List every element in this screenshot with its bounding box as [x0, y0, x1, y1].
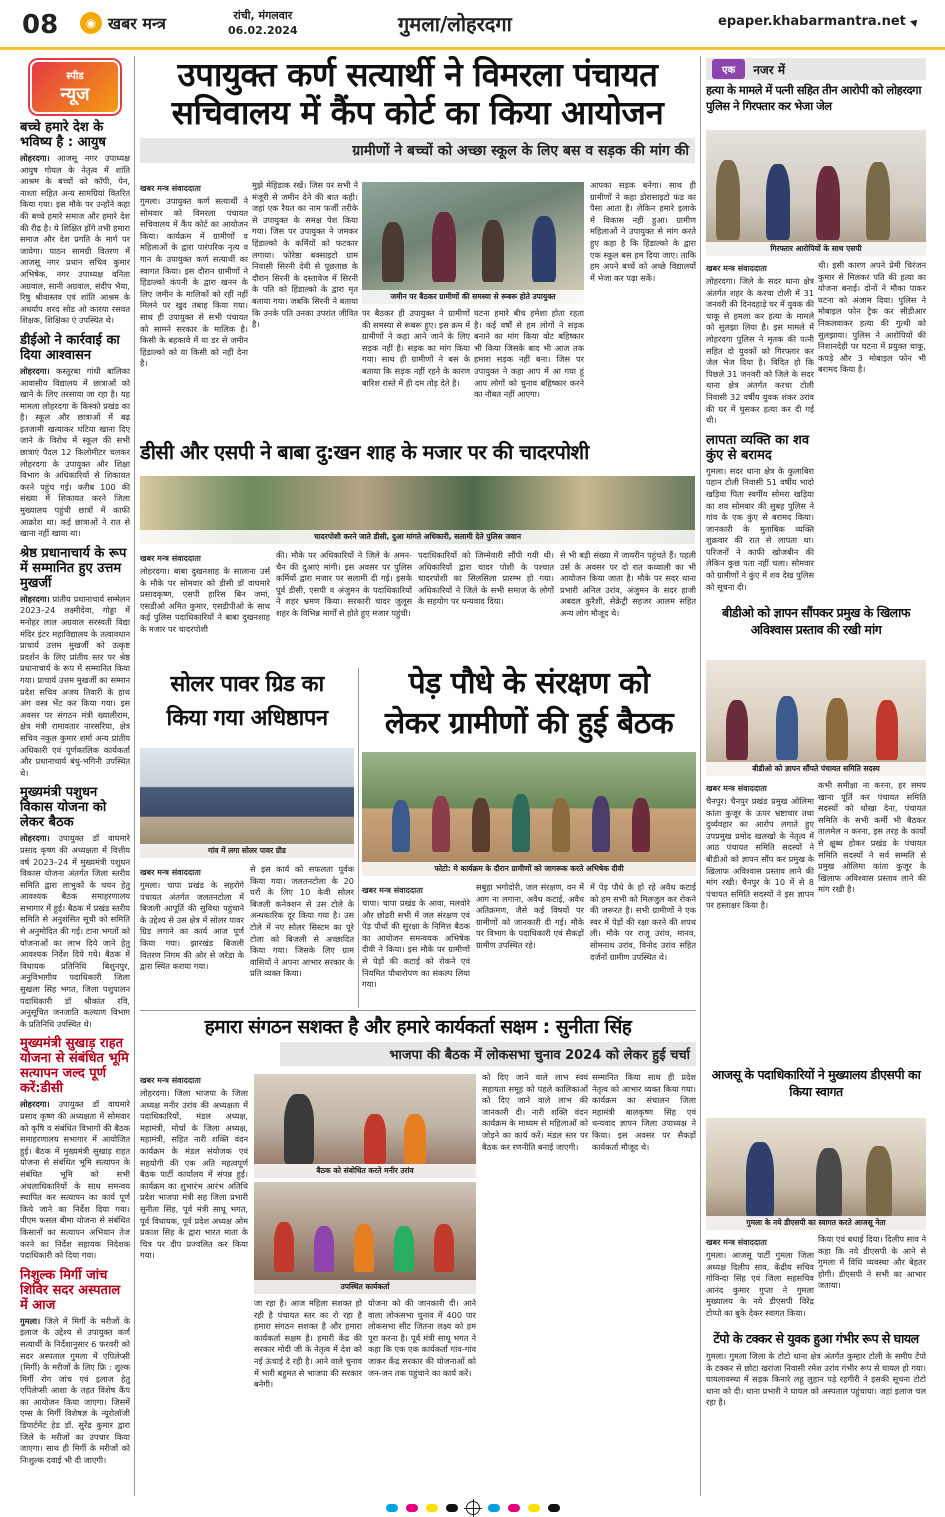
- brief-dateline: गुमला।: [20, 1315, 41, 1326]
- ek-badge: एक: [712, 59, 745, 79]
- chadarposhi-col-1: [140, 550, 270, 660]
- ajsu-headline: आजसू के पदाधिकारियों ने मुख्यालय डीएसपी का किया स्वागत: [711, 1067, 921, 1099]
- chadarposhi-headline: डीसी और एसपी ने बाबा दु:खन शाह के मजार पर की चादरपोशी: [140, 440, 589, 464]
- bjp-text-3: योजना को की जानकारी दी। आने वाला लोकसभा चुनाव में 400 पार लोकसभा सीट जितना लक्ष्य को हम पूरा करना है। पूर्व मंत्री साधू भगत ने कहा कि एक एक कार्यकर्ता गांव-गांव जाकर केंद्र सरकार की योजनाओं को जन-जन तक पहुंचाने का कार्य करें।: [368, 1298, 476, 1378]
- murder-text-1: लोहरदगा। जिले के सदर थाना क्षेत्र अंतर्गत शहर के करचा टोली में 31 जनवरी की दिनदहाड़े घर में युवक की चाकू से हमला कर हत्या के मामले को सुलझा लिया है। इस मामले में लोहरदगा पुलिस ने मृतक की पत्नी सहित दो युवकों को गिरफ्तार कर जेल भेज दिया है। विदित हो कि पिछले 31 जनवरी को जिले के सदर थाना क्षेत्र अंतर्गत करचा टोली निवासी 32 वर्षीय युवक शंकर उरांव की घर में घुसकर हत्या कर दी गई थी।: [706, 276, 814, 426]
- trees-headline-2: लेकर ग्रामीणों की हुई बैठक: [384, 706, 674, 741]
- brief-item: [20, 120, 130, 327]
- brief-body: [20, 594, 130, 780]
- lead-col-1: [140, 180, 248, 435]
- photo-person: [592, 796, 610, 852]
- solar-col-2: [250, 864, 354, 1024]
- brief-title: बच्चे हमारे देश के भविष्य है : आयुष: [20, 120, 106, 150]
- chadarposhi-text-2: की। मौके पर अधिकारियों ने जिले के अमन-चैन की दुआएं मांगी। इस अवसर पर पुलिस कर्मियों द्वारा मजार पर सलामी दी गई। इसके पूर्व डीसी, एसपी व अंजुमन के पदाधिकारियों ने शहर भ्रमण किया। सरकारी चादर जुलूस शहर के विभिन्न मार्गों से होते हुए मजार पहुंची।: [276, 550, 412, 618]
- lapta-text: गुमला। सदर थाना क्षेत्र के कुलाबिरा पहान टोली निवासी 51 वर्षीय भादो खड़िया पिता स्वर्गीय सोमरा खड़िया का शव सोमवार की सुबह पुलिस ने गांव के एक कुंए से बरामद किया। जानकारी के मुताबिक व्यक्ति शुक्रवार की रात से लापता था। परिजनों ने काफी खोजबीन की लेकिन कुछ पता नहीं चला। सोमवार को ग्रामीणों ने कुंए में शव देख पुलिस को सूचना दी।: [706, 465, 814, 592]
- lead-text-5: आपका सड़क बनेगा। साथ ही ग्रामीणों ने कहा डोरासाइटो फंड का पैसा आता है। लेकिन हमारे इलाके में विकास नहीं हुआ। ग्रामीण महिलाओं ने उपायुक्त से मांग करते हुए कहा है कि हिंडाल्को के द्वारा एक स्कूल बस हम दिया जाए। ताकि हम अपने बच्चें को अच्छे विद्यालयों में भेजा कर पढ़ा सकें।: [590, 180, 696, 283]
- bjp-caption-1: बैठक को संबोधित करते मनीर उरांव: [254, 1164, 476, 1178]
- byline: खबर मन्त्र संवाददाता: [362, 886, 423, 895]
- right-story-1-headline: [706, 82, 926, 130]
- cmyk-dot-icon: [426, 1504, 438, 1512]
- photo-person: [512, 794, 530, 852]
- bdo-photo: [706, 660, 926, 776]
- photo-person: [434, 1224, 454, 1272]
- brief-text: प्रांतीय प्रधानाचार्य सम्मेलन 2023–24 लक्ष्मीदेवा, गोड्डा में मनोहर लाल अग्रवाल सरस्वती विद्या मंदिर इंटर महाविद्यालय के तत्वावधान प्राचार्य उत्तम मुखर्जी को उत्कृष्ट प्रदर्शन के लिए प्रांतीय स्तर पर श्रेष्ठ प्रधानाचार्य के रूप में सम्मानित किया गया। प्राचार्य उत्तम मुखर्जी का सम्मान प्रदेश सचिव अजय तिवारी के हाथ अंग वस्त्र भेंट कर किया गया। इस अवसर पर संगठन मंत्री ख्यालीराम, क्षेत्र मंत्री रामावतार नारसरिया, क्षेत्र सचिव नकुल कुमार शर्मा अन्य प्रांतीय अधिकारी एवं पूर्णकालिक कार्यकर्ता और प्रधानाचार्य बंधु-भगिनी उपस्थित थे।: [20, 593, 130, 778]
- chadarposhi-text-3: पदाधिकारियों को जिम्मेवारी सौंपी गयी थी। अधिकारियों द्वारा चादर पोशी के पश्चात चादरपोशी का सिलसिला प्रारम्भ हो गया। अधिकारियों ने जिले के सभी समाज के लोगों के सहयोग पर धन्यवाद दिया।: [418, 550, 554, 607]
- photo-person: [382, 222, 404, 282]
- photo-person: [726, 700, 748, 760]
- bdo-caption: बीडीओ को ज्ञापन सौंपते पंचायत समिति सदस्य: [706, 762, 926, 776]
- trees-text-2: सबुहा भगोदोरी, जल संरक्षण, वन में आग ना लगाना, अवैध कटाई, अवैध अतिक्रमण, जैसे कई विषयों पर ग्रामीणों को जानकारी दी गई। मौके पर विभाग के पदाधिकारी एवं सैकड़ों ग्रामीण उपस्थित रहे।: [476, 882, 584, 950]
- brief-item: [20, 1268, 130, 1467]
- bjp-caption-2: उपस्थित कार्यकर्ता: [254, 1280, 476, 1294]
- speed-news-column: [20, 56, 130, 1496]
- column-rule: [134, 56, 135, 1496]
- badge-line-2: न्यूज: [60, 84, 90, 105]
- brand: [80, 12, 166, 34]
- lead-text-3: पर बैठकर ही उपायुक्त ने ग्रामीणों की समस्या से रूबरू हुए। इस क्रम में ग्रामीणों ने कहा आने जाने के लिए सड़क नहीं है। सड़क का मांग किया गया। साथ ही ग्रामीणों ने बस के बताया कि सड़क नहीं रहने के कारण बारिश रास्ते में ही दम तोड़ देते है।: [362, 308, 470, 388]
- brief-title: मुख्यमंत्री सुखाड़ राहत योजना से संबंधित भूमि सत्यापन जल्द पूर्ण करें:डीसी: [20, 1036, 129, 1097]
- lead-strap: ग्रामीणों ने बच्चों को अच्छा स्कूल के लिए बस व सड़क की मांग की: [140, 138, 695, 163]
- photo-person: [866, 1146, 892, 1218]
- brand-logo-icon: ◉: [80, 12, 102, 34]
- ek-nazar-header: [706, 58, 926, 80]
- bjp-headline-block: [140, 1012, 696, 1068]
- trees-col-1: [362, 882, 470, 1006]
- lead-photo-caption: जमीन पर बैठकर ग्रामीणों की समस्या से रूबरू होते उपायुक्त: [362, 290, 584, 304]
- photo-person: [432, 796, 450, 852]
- brief-title: निशुल्क मिर्गी जांच शिविर सदर अस्पताल में आज: [20, 1267, 121, 1313]
- speed-news-badge: [30, 60, 120, 114]
- bdo-col-2: [818, 780, 926, 1062]
- bjp-photo-1: [254, 1074, 476, 1178]
- lapta-headline: लापता व्यक्ति का शव कुंए से बरामद: [706, 432, 810, 463]
- byline: खबर मन्त्र संवाददाता: [140, 184, 201, 193]
- photo-person: [746, 1142, 774, 1218]
- dateline-date: 06.02.2024: [228, 24, 298, 37]
- arrest-caption: गिरफ्तार आरोपियों के साथ एसपी: [706, 242, 926, 256]
- byline: खबर मन्त्र संवाददाता: [706, 784, 767, 793]
- bjp-col-4: [482, 1072, 588, 1494]
- lead-headline-1: उपायुक्त कर्ण सत्यार्थी ने विमरला पंचायत: [177, 56, 658, 94]
- solar-headline-1: सोलर पावर ग्रिड का: [170, 672, 324, 697]
- byline: खबर मन्त्र संवाददाता: [706, 264, 767, 273]
- print-registration-strip: [0, 1498, 945, 1517]
- brief-item: [20, 785, 130, 1030]
- bjp-text-1: लोहरदगा। जिला भाजपा के जिला अध्यक्ष मनीर उरांव की अध्यक्षता में पदाधिकारियों, मंडल अध्यक्ष, महामंत्री, मोर्चा के जिला अध्यक्ष, महामंत्री, सहित नारी शक्ति वंदन कार्यक्रम के मंडल संयोजक एवं सहयोगी की एक अति महत्वपूर्ण बैठक पार्टी कार्यालय में संपन्न हुई। कार्यक्रम का शुभारंभ आरंभ अतिथि प्रदेश भाजपा मंत्री सह जिला प्रभारी सुनीता सिंह, पूर्व मंत्री साधू भगत, पूर्व विधायक, पूर्व प्रदेश अध्यक्ष ओम प्रकाश सिंह के द्वारा भारत माता के चित्र पर दीप प्रज्वलित कर किया गया।: [140, 1088, 248, 1261]
- brief-title: डीईओ ने कार्रवाई का दिया आश्वासन: [20, 332, 120, 363]
- photo-person: [394, 1226, 414, 1272]
- murder-col-1: [706, 260, 814, 598]
- byline: खबर मन्त्र संवाददाता: [140, 554, 201, 563]
- brief-text: कस्तूरबा गांधी बालिका आवासीय विद्यालय में छात्राओं को खाने के लिए तरसाया जा रहा है। यह मामला लोहरदगा के किस्को प्रखंड का है। स्कूल और छात्राओं में बढ़ इतजामी खत्याकर घटिया खाना दिए जाने के विरोध में स्कूल की सभी छात्राएं पैदल 12 किलोमीटर चलकर लोहरदगा के उपायुक्त और शिक्षा विभाग के अधिकारियों से शिकायत करने पहुंच गई। करीब 100 की संख्या में शिकायत करने जिला मुख्यालय पहुंची छात्रों में काफी आक्रोश था। कई छात्राओं ने रात से खाना नहीं खाया था।: [20, 365, 130, 539]
- lead-col-5: [590, 180, 696, 435]
- epaper-link[interactable]: [718, 14, 918, 29]
- brief-text: आजसू नगर उपाध्यक्ष आयुष गोयल के नेतृत्व में शांति आश्रम के बच्चों को कॉपी, पेन, नाश्ता सहित अन्य सामग्रियां वितरित किया गया। इस मौके पर उन्होंने कहा की बच्चे हमारे समाज और हमारे देश की रीढ़ है। ये शिक्षित होंगे तभी हमारा समाज और देश प्रगति के मार्ग पर जायेगा। पाठन सामग्री वितरण में आजसू नगर प्रधान सचिव कुमार अभिषेक, नगर उपाध्यक्ष वनिता अग्रवाल, सानी अग्रवाल, संदीप भैया, रिषु श्रीवास्तव एवं शांति आश्रम के अधर्याप शरद सोड ओ कारया रसवत शिक्षक, शिक्षिका एं उपस्थित थे।: [20, 153, 130, 326]
- lead-text-4: घटना हमारे बीच हमेशा होता रहता है। कई वर्षों से हम लोगों ने सड़क बनाने का मांग किया वोट बहिष्कार भी किया जिसके बाद भी आज तक हमारा सड़क नहीं बना। जिस पर उपायुक्त ने कहा आप में आ गया हूं आप लोगों को चुनाव बहिष्कार करने का नौबत नहीं आएगा।: [474, 308, 584, 400]
- trees-headline-block: [362, 664, 696, 748]
- bjp-text-4: को दिए जाने वाले लाभ स्वयं सहायता समूह को पहले कालिकाओं को दिए जाने वाले लाभ की जानकारी दी। नारी शक्ति वंदन कार्यक्रम के माध्यम से महिलाओं को जोड़ने का कार्य करें। मंडल स्तर पर बैठक कर रणनीति बनाई जाएगी।: [482, 1072, 588, 1152]
- trees-col-2: [476, 882, 584, 1006]
- trees-text-1: चापा। चापा प्रखंड के आवा, मलवोरे और छोडरी सभी में जल संरक्षण एवं पेड़ पौधों की सुरक्षा के निमित्त बैठक का आयोजन समन्वयक अभिषेक दीवी ने किया। इस मौके पर ग्रामीणों से पेड़ों की कटाई को रोकने एवं नियमित पौधारोपण का संकल्प लिया गया।: [362, 898, 470, 990]
- cmyk-dot-icon: [508, 1504, 520, 1512]
- brand-name: खबर मन्त्र: [108, 14, 166, 33]
- ajsu-text-2: किया एवं बधाई दिया। दिलीप साव ने कहा कि नये डीएसपी के आने से गुमला में विधि व्यवस्था और बेहतर होगी। डीएसपी ने सभी का आभार जताया।: [818, 1234, 926, 1291]
- solar-text-1: गुमला। चापा प्रखंड के सहरोगे पंचायत अंतर्गत जलतनटोला में बिजली आपूर्ति की सुविधा पहुंचाने के उद्देश्य से उस क्षेत्र में सोलर पावर ग्रिड लगाने का कार्य आज पूर्ण किया गया। झारखंड बिजली वितरण निगम की ओर से जरेडा के द्वारा स्थित कराया गया।: [140, 880, 244, 972]
- photo-person: [482, 220, 504, 282]
- brief-body: [20, 366, 130, 540]
- brief-text: उपायुक्त डॉ वाघमारे प्रसाद कृष्ण की अध्यक्षता में सोमवार को कृषि व संबंधित विभागों की बैठक समाहरणालय सभागार में आयोजित हुई। बैठक में मुख्यमंत्री सुखाड़ राहत योजना से संबंधित भूमि सत्यापन के संबंधित भूमि को सभी अंचलाधिकारियों के साथ समन्वय स्थापित कर सत्यापन का कार्य पूर्ण किये जाने का निर्देश दिया गया। पीएम फसल बीमा योजना से संबंधित किसानों का सत्यापन अभियान तेज करने का निर्देश सहायक निदेशक पदाधिकारी को दिया गया।: [20, 1099, 130, 1261]
- brief-dateline: लोहरदगा।: [20, 153, 50, 163]
- solar-headline-2: किया गया अधिष्ठापन: [166, 706, 328, 731]
- brief-body: [20, 1316, 130, 1467]
- chadarposhi-text-4: से भी बड़ी संख्या में जायरीन पहुंचते हैं। पहली उर्स के अवसर पर दो रात कव्वाली का भी आयोजन किया जाता है। मौके पर सदर थाना प्रभारी अनिल उरांव, अंजुमन के सदर हाजी अबदल कुरैशी, सेक्रेट्री सहजर आलम सहित अन्य लोग मौजूद थे।: [560, 550, 696, 618]
- chadarposhi-col-3: [418, 550, 554, 660]
- cmyk-dot-icon: [548, 1504, 560, 1512]
- brief-dateline: लोहरदगा।: [20, 833, 50, 844]
- photo-person: [632, 798, 650, 852]
- brief-dateline: लोहरदगा।: [20, 1099, 50, 1110]
- photo-person: [354, 1224, 374, 1272]
- bjp-text-2: जा रहा है। आज महिला सशक्त हो रही है पंचायत स्तर का रो रहा है हमारा संगठन सशक्त है और हमारा कार्यकर्ता सक्षम है। हमारी केंद्र की सरकार मोदी जी के नेतृत्व में देश को नई ऊंचाई दे रही है। आने वाले चुनाव में भारी बहुमत से भाजपा की सरकार बनेगी।: [254, 1298, 362, 1390]
- bdo-headline-block: [706, 604, 926, 658]
- brief-body: [20, 833, 130, 1030]
- photo-person: [716, 160, 740, 240]
- photo-person: [274, 1222, 294, 1272]
- section-rule: [140, 1010, 696, 1011]
- trees-caption: फोटो: मे कार्यक्रम के दौरान ग्रामीणों को जागरूक करते अभिषेक दीवी: [362, 862, 696, 876]
- lead-col-3: [362, 308, 470, 436]
- chadarposhi-text-1: लोहरदगा। बाबा दुखनशाह के सालाना उर्स के मौके पर सोमवार को डीसी डॉ वाघमारे प्रसादकृष्ण, एसपी हारिस बिन जमां, एसडीओ अमित कुमार, एसडीपीओ के साथ कई पुलिस पदाधिकारियों ने बाबा दुखनशाह के मजार पर चादरपोशी: [140, 566, 270, 634]
- byline: खबर मन्त्र संवाददाता: [706, 1238, 767, 1247]
- arrest-photo: [706, 130, 926, 256]
- epaper-url[interactable]: epaper.khabarmantra.net: [718, 14, 906, 29]
- ajsu-col-2: [818, 1234, 926, 1326]
- brief-item: [20, 1036, 130, 1261]
- photo-person: [766, 164, 790, 240]
- bjp-photo-2: [254, 1182, 476, 1294]
- ajsu-caption: गुमला के नये डीएसपी का स्वागत करते आजसू नेता: [706, 1216, 926, 1230]
- registration-mark-icon: [466, 1501, 480, 1515]
- bjp-col-1: [140, 1072, 248, 1494]
- lead-col-4: [474, 308, 584, 436]
- photo-person: [552, 798, 570, 852]
- tempo-story: [706, 1330, 926, 1496]
- murder-headline: हत्या के मामले में पत्नी सहित तीन आरोपी को लोहरदगा पुलिस ने गिरफ्तार कर भेजा जेल: [706, 83, 922, 113]
- dateline-place: रांची, मंगलवार: [233, 9, 293, 22]
- tempo-text: गुमला। गुमला जिला के टोटो थाना क्षेत्र अंतर्गत कुम्हार टोली के समीप टेंपो के टक्कर से छोटा खरांजा निवासी रमेश उरांव गंभीर रूप से घायल हो गया। घायलावस्था में सड़क किनारे लहू लुहान पड़े रहगीरी ने इसकी सूचना टोटो थाना को दी। थाना प्रभारी ने घायल को अस्पताल पहुंचाया। जहां इलाज चल रहा है।: [706, 1351, 926, 1408]
- solar-photo: [140, 748, 354, 858]
- ajsu-text-1: गुमला। आजसू पार्टी गुमला जिला अध्यक्ष दिलीप साव, केंद्रीय सचिव गोविन्दा सिंह एवं जिला सहसचिव आनंद कुमार गुप्ता ने गुमला मुख्यालय के नये डीएसपी विरेंद्र टोप्पो का बुके देकर स्वागत किया।: [706, 1250, 814, 1318]
- cmyk-dot-icon: [528, 1504, 540, 1512]
- nazar-label: नजर में: [753, 62, 786, 77]
- brief-body: [20, 153, 130, 327]
- byline: खबर मन्त्र संवाददाता: [140, 868, 201, 877]
- photo-person: [826, 698, 848, 760]
- photo-person: [776, 696, 798, 760]
- brief-title: मुख्यमंत्री पशुधन विकास योजना को लेकर बैठक: [20, 785, 107, 831]
- dateline: [228, 8, 298, 38]
- byline: खबर मन्त्र संवाददाता: [140, 1076, 201, 1085]
- photo-person: [314, 1226, 334, 1272]
- bdo-col-1: [706, 780, 814, 1062]
- cmyk-dot-icon: [406, 1504, 418, 1512]
- briefs-list: [20, 120, 130, 1466]
- bdo-text-1: चैनपुर। चैनपुर प्रखंड प्रमुख ओलिमा कांता कुजूर के ऊपर भ्रष्टाचार तथा दुर्व्यवहार का आरोप लगाते हुए उपप्रमुख प्रमोद खलखो के नेतृत्व में आठ पंचायत समिति सदस्यों ने बीडीओ को ज्ञापन सौंप कर प्रमुख के खिलाफ अविश्वास प्रस्ताव लाने की मांग रखी। चैनपुर के 10 में से 8 पंचायत समिति सदस्यों ने इस ज्ञापन पर हस्ताक्षर किया है।: [706, 796, 814, 911]
- bjp-col-3: [368, 1298, 476, 1494]
- photo-person: [532, 216, 556, 282]
- brief-title: श्रेष्ठ प्रधानाचार्य के रूप में सम्मानित हुए उत्तम मुखर्जी: [20, 545, 127, 591]
- trees-text-3: में पेड़ पौधे के हो रहे अवैध कटाई को हम सभी को मिलजुल कर रोकने की जरूरत है। सभी ग्रामीणों ने एक स्वर में पेड़ों की रक्षा करने की शपथ ली। मौके पर राजू उरांव, मानव, सोमनाथ उरांव, विनोद उरांव सहित दर्जनों ग्रामीण उपस्थित थे।: [590, 882, 696, 962]
- page-number: 08: [22, 10, 59, 40]
- trees-photo: [362, 752, 696, 876]
- lead-photo: [362, 182, 584, 304]
- bdo-headline: बीडीओ को ज्ञापन सौंपकर प्रमुख के खिलाफ अविश्वास प्रस्ताव की रखी मांग: [721, 605, 911, 637]
- brief-text: उपायुक्त डॉ वाघमारे प्रसाद कृष्ण की अध्यक्षता में वित्तीय वर्ष 2023–24 में मुख्यमंत्री पशुधन विकास योजना अंतर्गत जिला स्तरीय समिति द्वारा लाभुकों के चयन हेतु आवश्यक बैठक समाहरणालय सभागार में हुई। बैठक में प्रखंड स्तरीय समिति से अनुशंसित सूची को समिति से अनुमोदित की गई। टाना भगतों को योजनाओं का लाभ दिये जाने हेतु आवश्यक निर्देश दिये गये। बैठक में विधायक प्रतिनिधि बिशुनपुर, अनुविभागीय पदाधिकारी जिला सुखला सिंह भगत, जिला पशुपालन पदाधिकारी डॉ श्रीकांत रवि, अनुसूचित जनजाति कल्याण विभाग के प्रतिनिधि उपस्थित थे।: [20, 833, 130, 1029]
- cmyk-dot-icon: [446, 1504, 458, 1512]
- chadarposhi-caption: चादरपोशी करने जाते डीसी, दुआ मांगते अधिकारी, सलामी देते पुलिस जवान: [140, 530, 695, 544]
- trees-col-3: [590, 882, 696, 1006]
- section-name: गुमला/लोहरदगा: [398, 12, 512, 36]
- chadarposhi-photo: [140, 476, 695, 544]
- photo-person: [404, 1114, 426, 1164]
- cmyk-dot-icon: [488, 1504, 500, 1512]
- photo-person: [364, 1114, 386, 1164]
- brief-body: [20, 1099, 130, 1261]
- murder-text-2: थी। इसी कारण अपने प्रेमी चिरंजन कुमार से मिलकर पति की हत्या का योजना बनाई। दोनों ने मौका पाकर घटना को अंजाम दिया। पुलिस ने मोबाइल फोन ट्रैक कर सीडीआर निकलवाकर हत्या की गुत्थी को सुलझाया। पुलिस ने आरोपियों की निशानदेही पर घटना में प्रयुक्त चाकू, कपड़े और 3 मोबाइल फोन भी बरामद किया है।: [818, 260, 926, 375]
- photo-person: [432, 212, 456, 282]
- photo-person: [816, 1148, 842, 1218]
- brief-item: [20, 333, 130, 540]
- brief-dateline: लोहरदगा।: [20, 593, 50, 604]
- bjp-col-5: [592, 1072, 696, 1494]
- murder-col-2: [818, 260, 926, 598]
- lead-text-2: मुझे मेहिडाक रखें। जिस पर सभी ने मंजूरी से जमीन देने की बात कही। जहां एक रैयत का नाम फर्जी तरीके से उपायुक्त के समक्ष पेश किया गया। जिस पर उपायुक्त ने जमकर हिंडाल्को के कर्मियों को फटकार लगाया। फोरेष्ठा बक्साइटो ग्राम निवासी सिरनी देवी से पूछताछ के दौरान सिरनी के दस्तावेज में सिरनी के पति को हिंडाल्को के द्वारा मृत बताया गया। जबकि सिरनी ने बताया कि उनके पति उनका उपरांत जीवित है।: [252, 180, 358, 330]
- masthead: [0, 0, 945, 50]
- ajsu-headline-block: [706, 1066, 926, 1114]
- story-chadarposhi-headline: [140, 438, 595, 474]
- chadarposhi-col-4: [560, 550, 696, 660]
- bjp-text-5: सम्मानित किया साथ ही प्रदेश नेतृत्व को आभार व्यक्त किया गया। कार्यक्रम का संचालन जिला महामंत्री बालकृष्ण सिंह एवं धन्यवाद ज्ञापन जिला उपाध्यक्ष ने किया। इस अवसर पर सैकड़ों कार्यकर्ता मौजूद थे।: [592, 1072, 696, 1152]
- photo-person: [866, 162, 890, 240]
- trees-headline-1: पेड़ पौधे के संरक्षण को: [408, 666, 650, 701]
- lead-text-1: गुमला। उपायुक्त कर्ण सत्यार्थी ने सोमवार को विमरला पंचायत सचिवालय में कैंप कोर्ट का आयोजन किया। कार्यक्रम में ग्रामीणों व महिलाओं के द्वारा पारंपरिक नृत्य व गान के उपायुक्त कर्ण सत्यार्थी का स्वागत किया। इस दौरान ग्रामीणों ने हिंडाल्को कंपनी के द्वारा खनन के लिए जमीन के मालिकों को रहीं नहीं मिलने पर खुद तबाह किया गया। साथ ही उपायुक्त से सभी पंचायत को सामने सरकार के मालिक है। किसी के बहकावे में या डर से जमीन हिंडाल्को को या किसी को नहीं देना है।: [140, 196, 248, 369]
- cursor-icon: [910, 17, 920, 27]
- bjp-strap: भाजपा की बैठक में लोकसभा चुनाव 2024 को लेकर हुई चर्चा: [280, 1042, 696, 1066]
- photo-person: [472, 798, 490, 852]
- ajsu-photo: [706, 1118, 926, 1230]
- solar-caption: गांव में लगा सोलर पावर ग्रीड: [140, 844, 354, 858]
- photo-person: [816, 166, 840, 240]
- lead-headline-2: सचिवालय में कैंप कोर्ट का किया आयोजन: [171, 93, 664, 132]
- solar-headline-block: [140, 668, 354, 740]
- bjp-col-2: [254, 1298, 362, 1494]
- ajsu-col-1: [706, 1234, 814, 1326]
- solar-col-1: [140, 864, 244, 1024]
- cmyk-dot-icon: [386, 1504, 398, 1512]
- photo-person: [284, 1094, 314, 1164]
- brief-dateline: लोहरदगा।: [20, 365, 50, 376]
- brief-item: [20, 546, 130, 780]
- brief-text: जिले में मिर्गी के मरीजों के इलाज के उद्देश्य से उपायुक्त कर्ण सत्यार्थी के निर्देशानुसार 6 फरवरी को सदर अस्पताल गुमला में एपिलेप्सी (मिर्गी) के मरीजों के लिए फ्रि : शुल्क मिर्गी रोग जांच एवं इलाज हेतु एपिलेप्सी आशा के तहत विशेष कैंप का आयोजन किया जाएगा। जिसमें एम्स के मिर्गी विशेषज्ञ के न्यूरोलॉजी डिपार्टमेंट हेड डॉ. सुरेंद्र कुमार द्वारा जिले के मरीजों का उपचार किया जाएगा। साथ ही मिर्गी के मरीजों को निःशुल्क दवाई भी दी जाएगी।: [20, 1315, 130, 1465]
- tempo-headline: टेंपो के टक्कर से युवक हुआ गंभीर रूप से घायल: [713, 1331, 919, 1346]
- column-rule: [358, 668, 359, 1008]
- photo-person: [392, 800, 410, 852]
- badge-line-1: स्पीड: [66, 71, 84, 82]
- chadarposhi-col-2: [276, 550, 412, 660]
- photo-person: [876, 700, 898, 760]
- solar-text-2: से इस कार्य को सफलता पूर्वक किया गया। जलतनटोला के 20 घरों के लिए 10 केवी सोलर बिजली कनेक्शन से उस टोले के अन्धकारिक दूर किया गया है। उस टोले में नए सोलर सिस्टम का पूरे टोला को बिजली से अच्छादित किया गया। जिसके लिए ग्राम वासियों ने अपना आभार सरकार के प्रति व्यक्त किया।: [250, 864, 354, 979]
- bjp-headline: हमारा संगठन सशक्त है और हमारे कार्यकर्ता सक्षम : सुनीता सिंह: [204, 1016, 632, 1038]
- bdo-text-2: कभी समीक्षा ना करना, हर समय खाना पूर्ति कर पंचायत समिति सदस्यों को धोखा देना, पंचायत समिति के सभी कर्मी भी बैठकर तालमेल न करना, इस तरह के कार्यों से क्षुब्ध होकर प्रखंड के पंचायत समिति सदस्यों ने सर्व सम्मति से प्रमुख ओलिमा कांता कुजूर के खिलाफ अविश्वास प्रस्ताव लाने की मांग रखी है।: [818, 780, 926, 895]
- lead-col-2: [252, 180, 358, 435]
- column-rule: [700, 56, 701, 1496]
